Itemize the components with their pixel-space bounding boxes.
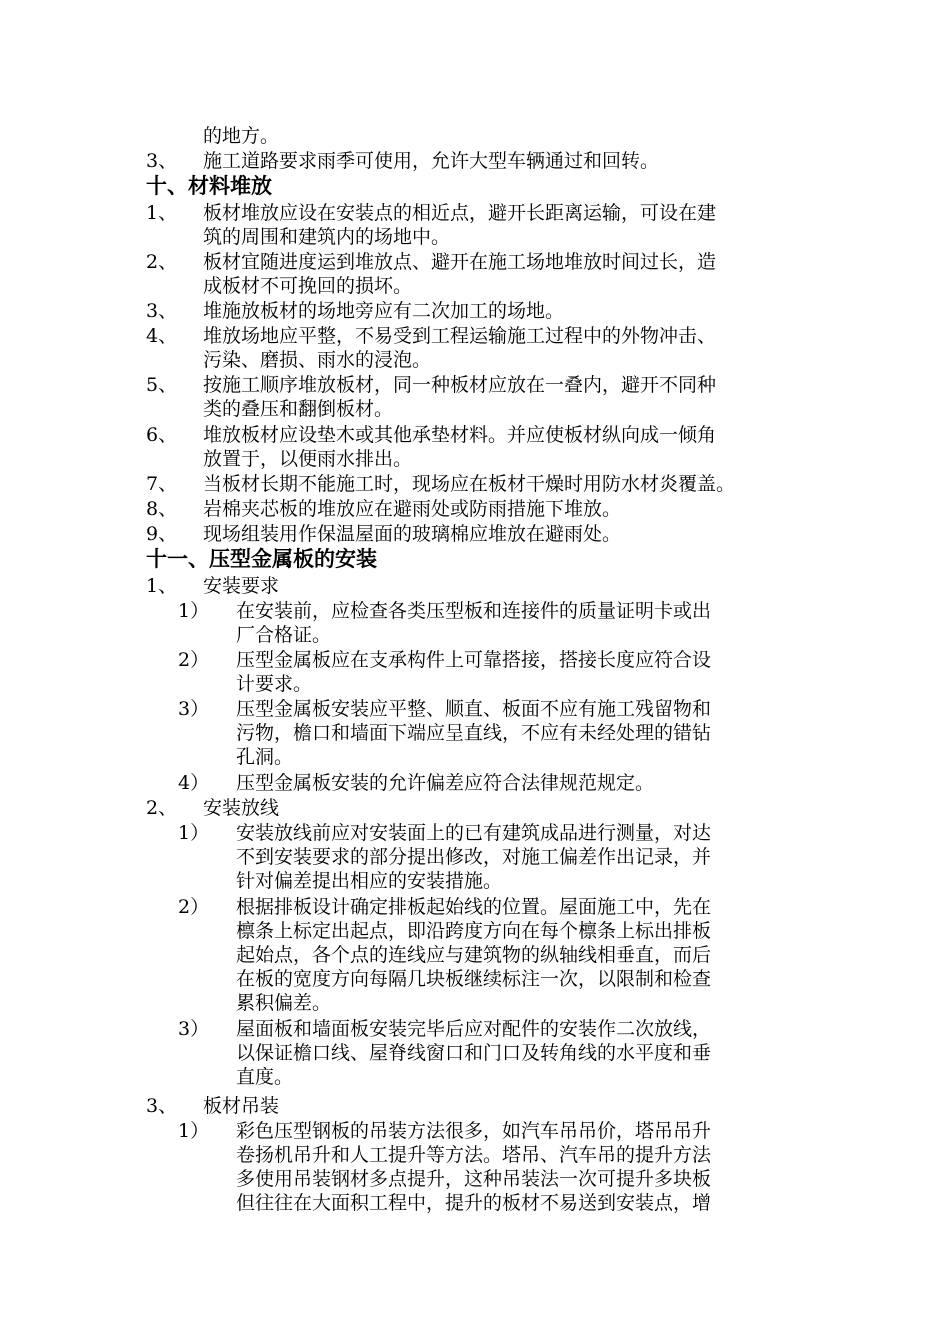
item-text: 成板材不可挽回的损坏。 [203,275,413,297]
subitem-text: 安装放线前应对安装面上的已有建筑成品进行测量，对达 [236,822,712,844]
item-number: 8、 [146,498,178,520]
subitem-text: 针对偏差提出相应的安装措施。 [236,870,503,892]
subitem-text: 在板的宽度方向每隔几块板继续标注一次，以限制和检查 [236,968,712,990]
item-text: 板材宜随进度运到堆放点、避开在施工场地堆放时间过长，造 [203,251,717,273]
subitem-text: 根据排板设计确定排板起始线的位置。屋面施工中，先在 [236,896,712,918]
item-number: 6、 [146,424,178,446]
subitem-text: 檩条上标定出起点，即沿跨度方向在每个檩条上标出排板 [236,920,712,942]
group-title: 安装要求 [203,575,280,597]
item-number: 4、 [146,325,178,347]
subitem-text: 累积偏差。 [236,992,332,1014]
item-text: 现场组装用作保温屋面的玻璃棉应堆放在避雨处。 [203,523,622,545]
subitem-text: 屋面板和墙面板安装完毕后应对配件的安装作二次放线， [236,1018,712,1040]
item-text: 类的叠压和翻倒板材。 [203,398,394,420]
continued-text: 的地方。 [203,125,280,147]
group-title: 安装放线 [203,797,280,819]
item-text: 筑的周围和建筑内的场地中。 [203,226,451,248]
subitem-text: 但往往在大面积工程中，提升的板材不易送到安装点，增 [236,1192,712,1214]
item-text: 施工道路要求雨季可使用，允许大型车辆通过和回转。 [203,150,660,172]
item-text: 当板材长期不能施工时，现场应在板材干燥时用防水材炎覆盖。 [203,473,736,495]
subitem-text: 在安装前，应检查各类压型板和连接件的质量证明卡或出 [236,600,712,622]
item-number: 5、 [146,374,178,396]
subitem-text: 孔洞。 [236,746,294,768]
subitem-number: 4） [178,772,210,794]
item-number: 3、 [146,150,178,172]
subitem-text: 多使用吊装钢材多点提升，这种吊装法一次可提升多块板 [236,1168,712,1190]
subitem-text: 计要求。 [236,673,313,695]
item-text: 板材堆放应设在安装点的相近点，避开长距离运输，可设在建 [203,202,717,224]
group-number: 2、 [146,797,178,819]
subitem-text: 起始点，各个点的连线应与建筑物的纵轴线相垂直，而后 [236,944,712,966]
subitem-text: 压型金属板安装应平整、顺直、板面不应有施工残留物和 [236,698,712,720]
item-number: 1、 [146,202,178,224]
section-heading-10: 十、材料堆放 [146,173,272,198]
subitem-text: 不到安装要求的部分提出修改，对施工偏差作出记录，并 [236,846,712,868]
subitem-text: 卷扬机吊升和人工提升等方法。塔吊、汽车吊的提升方法 [236,1144,712,1166]
subitem-text: 压型金属板应在支承构件上可靠搭接，搭接长度应符合设 [236,649,712,671]
item-text: 堆施放板材的场地旁应有二次加工的场地。 [203,300,565,322]
subitem-number: 1） [178,822,210,844]
item-text: 放置于，以便雨水排出。 [203,448,413,470]
group-number: 3、 [146,1095,178,1117]
subitem-text: 直度。 [236,1066,294,1088]
item-number: 9、 [146,523,178,545]
subitem-number: 2） [178,896,210,918]
item-number: 7、 [146,473,178,495]
subitem-number: 3） [178,1018,210,1040]
subitem-number: 2） [178,649,210,671]
subitem-number: 1） [178,600,210,622]
subitem-number: 3） [178,698,210,720]
section-heading-11: 十一、压型金属板的安装 [146,546,377,571]
subitem-text: 以保证檐口线、屋脊线窗口和门口及转角线的水平度和垂 [236,1042,712,1064]
subitem-number: 1） [178,1120,210,1142]
subitem-text: 彩色压型钢板的吊装方法很多，如汽车吊吊价，塔吊吊升 [236,1120,712,1142]
item-text: 污染、磨损、雨水的浸泡。 [203,349,432,371]
item-text: 堆放板材应设垫木或其他承垫材料。并应使板材纵向成一倾角 [203,424,717,446]
item-text: 按施工顺序堆放板材，同一种板材应放在一叠内，避开不同种 [203,374,717,396]
item-text: 岩棉夹芯板的堆放应在避雨处或防雨措施下堆放。 [203,498,622,520]
item-text: 堆放场地应平整，不易受到工程运输施工过程中的外物冲击、 [203,325,717,347]
subitem-text: 厂合格证。 [236,624,332,646]
item-number: 2、 [146,251,178,273]
group-title: 板材吊装 [203,1095,280,1117]
group-number: 1、 [146,575,178,597]
item-number: 3、 [146,300,178,322]
subitem-text: 压型金属板安装的允许偏差应符合法律规范规定。 [236,772,655,794]
subitem-text: 污物，檐口和墙面下端应呈直线，不应有未经处理的错钻 [236,722,712,744]
